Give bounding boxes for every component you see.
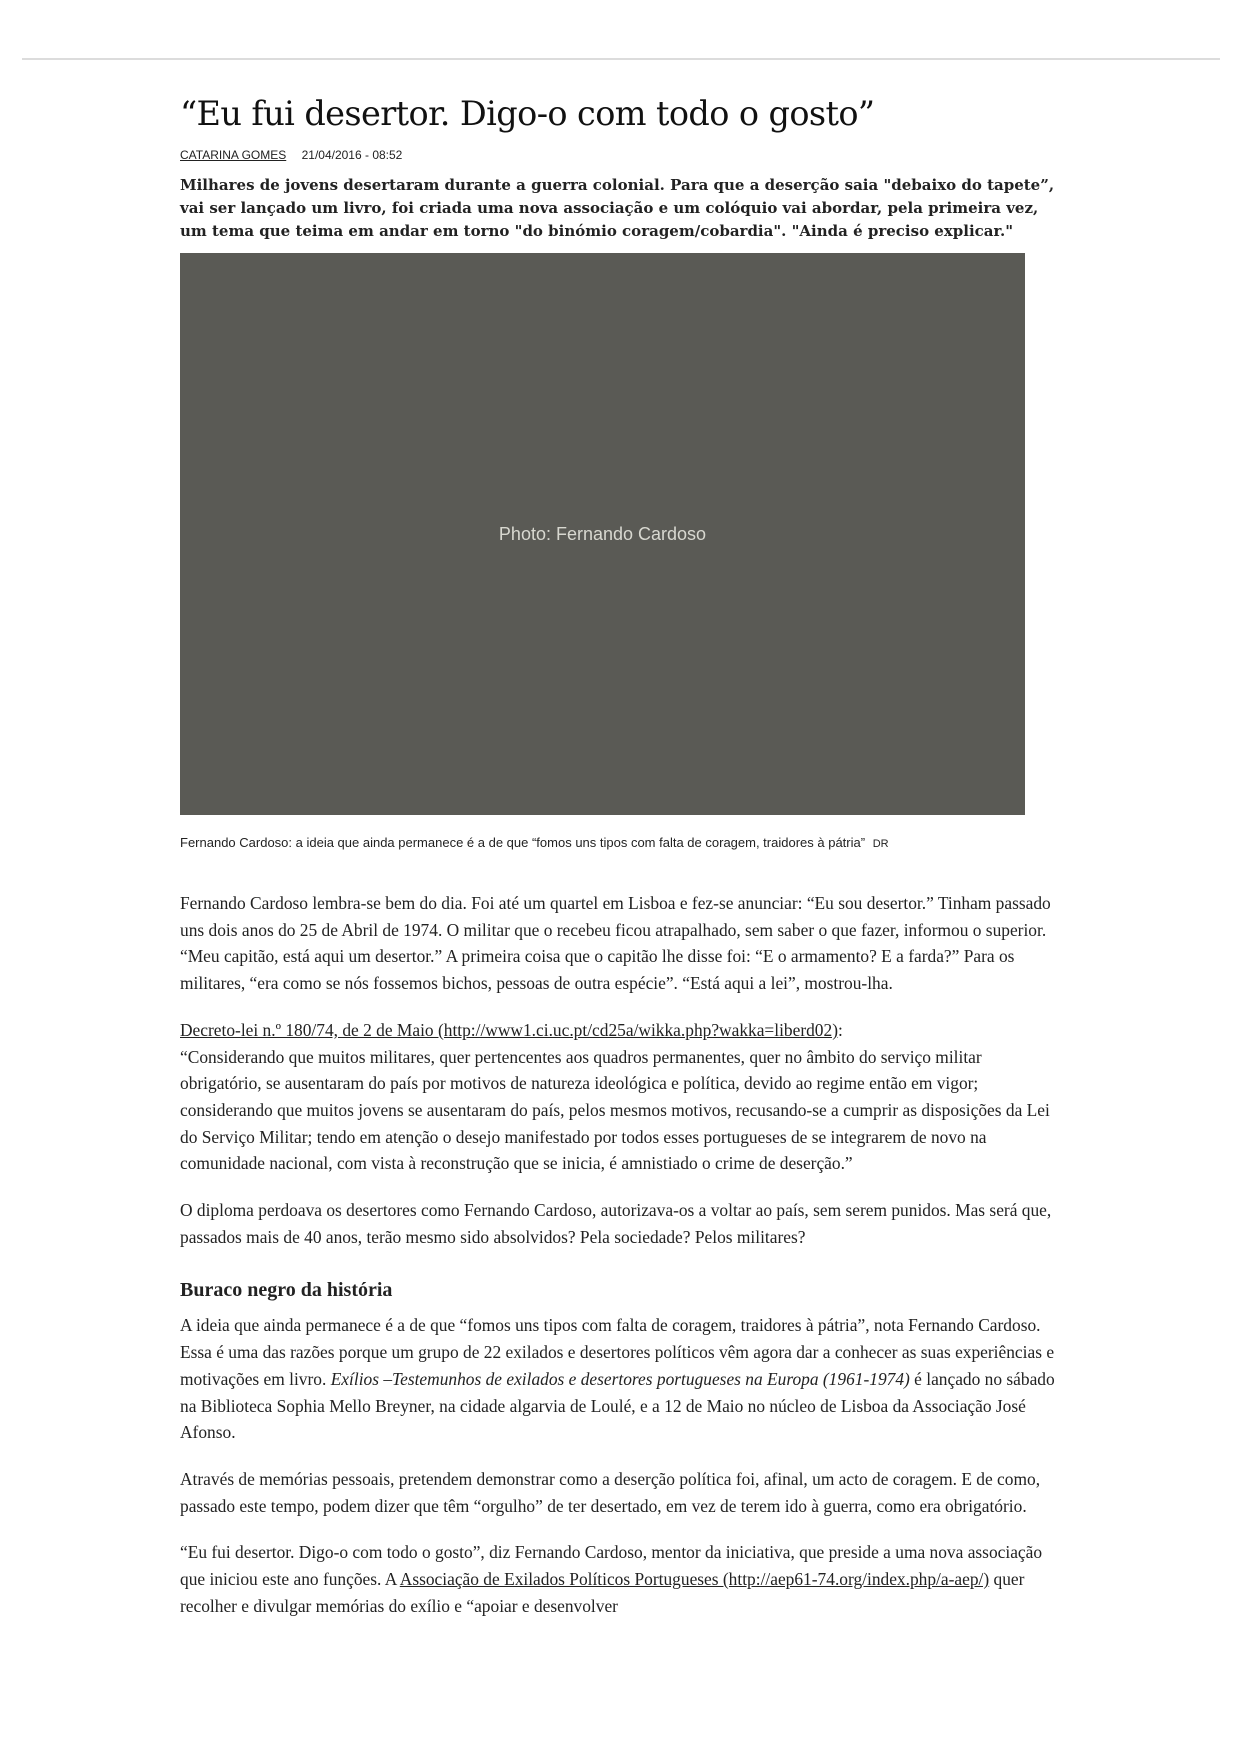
- article-body: [180, 890, 1060, 1619]
- article-headline: “Eu fui desertor. Digo-o com todo o gosto”: [180, 94, 875, 133]
- caption-credit: DR: [872, 838, 889, 850]
- publish-date: 21/04/2016 - 08:52: [301, 148, 403, 162]
- decree-quote: “Considerando que muitos militares, quer pertencentes aos quadros permanentes, quer no âmbito do serviço militar obrigatório, se ausentaram do país por motivos de natureza ideológica e política, devido ao regime então em vigor; considerando que muitos jovens se ausentaram do país, pelos mesmos motivos, recusando-se a cumprir as disposições da Lei do Serviço Militar; tendo em atenção o desejo manifestado por todos esses portugueses de se integrarem de novo na comunidade nacional, com vista à reconstrução que se inicia, é amnistiado o crime de deserção.”: [180, 1046, 1050, 1174]
- article-meta: [180, 148, 1060, 162]
- body-paragraph-2: [180, 1017, 1060, 1177]
- photo-caption: [180, 835, 1060, 852]
- body-paragraph-5: Através de memórias pessoais, pretendem demonstrar como a deserção política foi, afinal, um acto de coragem. E de como, passado este tempo, podem dizer que têm “orgulho” de ter desertado, em vez de terem ido à guerra, como era obrigatório.: [180, 1468, 1041, 1516]
- article-lead: Milhares de jovens desertaram durante a guerra colonial. Para que a deserção saia "debaixo do tapete”, vai ser lançado um livro, foi criada uma nova associação e um colóquio vai abordar, pela primeira vez, um tema que teima em andar em torno "do binómio coragem/cobardia". "Ainda é preciso explicar.": [180, 176, 1055, 240]
- section-subheading: Buraco negro da história: [180, 1279, 393, 1302]
- p4-text-b: é lançado no sábado na Biblioteca Sophia Mello Breyner, na cidade algarvia de Loulé, e a 12 de Maio no núcleo de Lisboa da Associação José Afonso.: [180, 1368, 1055, 1443]
- p4-text-a: A ideia que ainda permanece é a de que “fomos uns tipos com falta de coragem, traidores à pátria”, nota Fernando Cardoso. Essa é uma das razões porque um grupo de 22 exilados e desertores políticos vêm agora dar a conhecer as suas experiências e motivações em livro.: [180, 1315, 1055, 1389]
- body-paragraph-1: Fernando Cardoso lembra-se bem do dia. Foi até um quartel em Lisboa e fez-se anunciar: “Eu sou desertor.” Tinham passado uns dois anos do 25 de Abril de 1974. O militar que o recebeu ficou atrapalhado, sem saber o que fazer, informou o superior. “Meu capitão, está aqui um desertor.” A primeira coisa que o capitão lhe disse foi: “E o armamento? E a farda?” Para os militares, “era como se nós fossemos bichos, pessoas de outra espécie”. “Está aqui a lei”, mostrou-lha.: [180, 893, 1051, 994]
- decree-link[interactable]: Decreto-lei n.º 180/74, de 2 de Maio (http://www1.ci.uc.pt/cd25a/wikka.php?wakka=liberd02): [180, 1019, 838, 1040]
- article: [180, 60, 1060, 1639]
- book-title: Exílios –Testemunhos de exilados e desertores portugueses na Europa (1961-1974): [330, 1368, 910, 1389]
- p6-text-b: quer recolher e divulgar memórias do exílio e “apoiar e desenvolver: [180, 1569, 1025, 1616]
- caption-text: Fernando Cardoso: a ideia que ainda permanece é a de que “fomos uns tipos com falta de coragem, traidores à pátria”: [180, 835, 866, 850]
- body-paragraph-3: O diploma perdoava os desertores como Fernando Cardoso, autorizava-os a voltar ao país, sem serem punidos. Mas será que, passados mais de 40 anos, terão mesmo sido absolvidos? Pela sociedade? Pelos militares?: [180, 1200, 1052, 1247]
- article-photo: [180, 253, 1025, 815]
- body-paragraph-4: [180, 1312, 1060, 1446]
- decree-colon: :: [838, 1019, 843, 1040]
- p6-text-a: “Eu fui desertor. Digo-o com todo o gosto”, diz Fernando Cardoso, mentor da iniciativa, que preside a uma nova associação que iniciou este ano funções. A: [180, 1542, 1043, 1590]
- author-link[interactable]: CATARINA GOMES: [180, 148, 287, 162]
- body-paragraph-6: [180, 1539, 1060, 1619]
- photo-placeholder: Photo: Fernando Cardoso: [498, 523, 707, 544]
- association-link[interactable]: Associação de Exilados Políticos Portugueses (http://aep61-74.org/index.php/a-aep/): [399, 1569, 990, 1590]
